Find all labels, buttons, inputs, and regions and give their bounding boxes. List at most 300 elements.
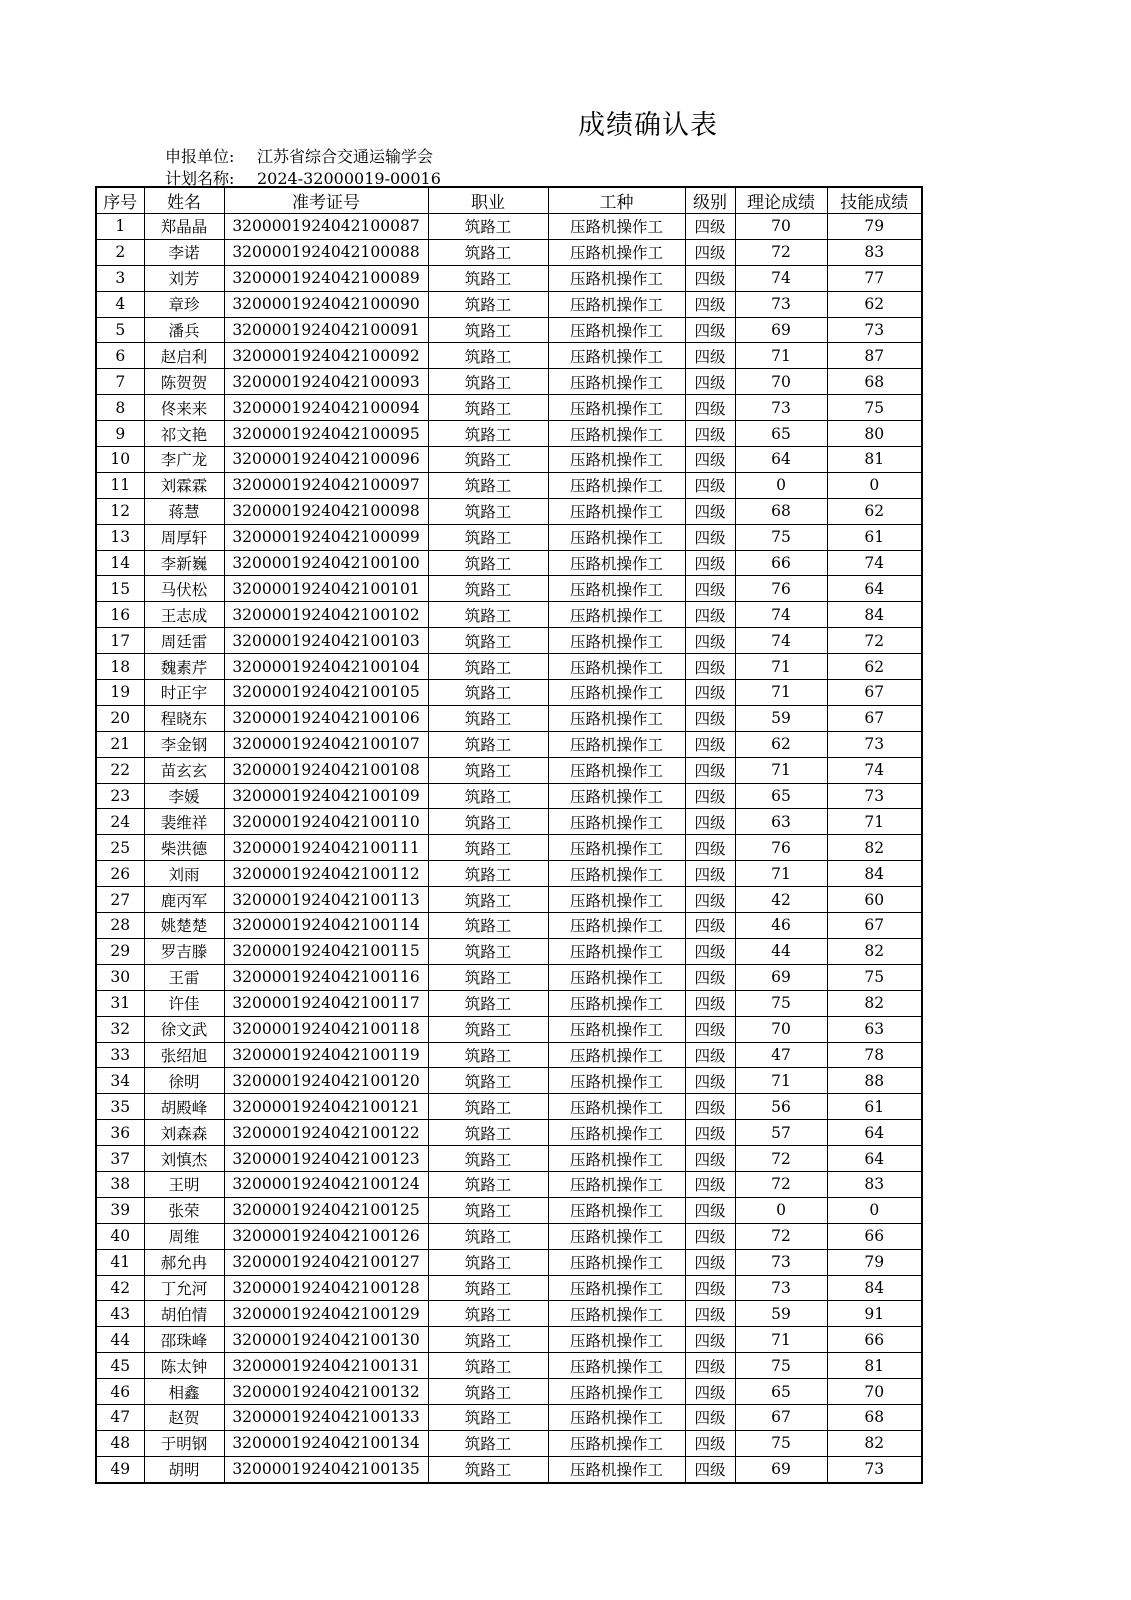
cell-level: 四级	[685, 938, 735, 964]
cell-skill-score: 87	[827, 343, 922, 369]
column-header-exam-id: 准考证号	[224, 187, 428, 214]
cell-skill-score: 64	[827, 576, 922, 602]
cell-theory-score: 70	[735, 214, 827, 240]
cell-exam-id: 3200001924042100115	[224, 938, 428, 964]
cell-exam-id: 3200001924042100124	[224, 1171, 428, 1197]
cell-theory-score: 67	[735, 1404, 827, 1430]
cell-work-type: 压路机操作工	[548, 576, 685, 602]
cell-skill-score: 82	[827, 938, 922, 964]
cell-name: 罗吉滕	[144, 938, 224, 964]
cell-level: 四级	[685, 317, 735, 343]
cell-skill-score: 73	[827, 1456, 922, 1482]
cell-name: 徐文武	[144, 1016, 224, 1042]
table-row	[96, 291, 922, 317]
cell-level: 四级	[685, 1327, 735, 1353]
cell-exam-id: 3200001924042100106	[224, 705, 428, 731]
cell-theory-score: 65	[735, 783, 827, 809]
cell-exam-id: 3200001924042100102	[224, 602, 428, 628]
cell-theory-score: 70	[735, 1016, 827, 1042]
column-header-level: 级别	[685, 187, 735, 214]
cell-name: 李新巍	[144, 550, 224, 576]
cell-theory-score: 75	[735, 524, 827, 550]
cell-skill-score: 61	[827, 1094, 922, 1120]
cell-theory-score: 66	[735, 550, 827, 576]
cell-index: 7	[96, 369, 144, 395]
cell-occupation: 筑路工	[428, 447, 548, 473]
cell-work-type: 压路机操作工	[548, 602, 685, 628]
cell-exam-id: 3200001924042100118	[224, 1016, 428, 1042]
cell-work-type: 压路机操作工	[548, 964, 685, 990]
cell-level: 四级	[685, 628, 735, 654]
cell-skill-score: 63	[827, 1016, 922, 1042]
cell-work-type: 压路机操作工	[548, 421, 685, 447]
cell-name: 刘芳	[144, 265, 224, 291]
cell-work-type: 压路机操作工	[548, 1456, 685, 1482]
cell-skill-score: 71	[827, 809, 922, 835]
cell-skill-score: 73	[827, 317, 922, 343]
table-row	[96, 524, 922, 550]
cell-index: 2	[96, 239, 144, 265]
table-row	[96, 1171, 922, 1197]
cell-level: 四级	[685, 1430, 735, 1456]
cell-theory-score: 62	[735, 731, 827, 757]
cell-level: 四级	[685, 1171, 735, 1197]
cell-index: 30	[96, 964, 144, 990]
cell-occupation: 筑路工	[428, 1146, 548, 1172]
cell-name: 相鑫	[144, 1379, 224, 1405]
cell-skill-score: 68	[827, 369, 922, 395]
cell-work-type: 压路机操作工	[548, 1327, 685, 1353]
cell-level: 四级	[685, 602, 735, 628]
cell-index: 28	[96, 913, 144, 939]
cell-skill-score: 73	[827, 731, 922, 757]
cell-level: 四级	[685, 835, 735, 861]
cell-name: 赵启利	[144, 343, 224, 369]
cell-index: 3	[96, 265, 144, 291]
table-row	[96, 1042, 922, 1068]
cell-level: 四级	[685, 783, 735, 809]
cell-level: 四级	[685, 524, 735, 550]
cell-theory-score: 68	[735, 498, 827, 524]
cell-work-type: 压路机操作工	[548, 395, 685, 421]
cell-index: 27	[96, 887, 144, 913]
cell-occupation: 筑路工	[428, 1327, 548, 1353]
cell-name: 张绍旭	[144, 1042, 224, 1068]
cell-exam-id: 3200001924042100104	[224, 654, 428, 680]
cell-name: 佟来来	[144, 395, 224, 421]
cell-skill-score: 88	[827, 1068, 922, 1094]
cell-exam-id: 3200001924042100131	[224, 1353, 428, 1379]
cell-level: 四级	[685, 1379, 735, 1405]
cell-name: 蒋慧	[144, 498, 224, 524]
table-row	[96, 1404, 922, 1430]
cell-exam-id: 3200001924042100096	[224, 447, 428, 473]
cell-name: 赵贺	[144, 1404, 224, 1430]
table-row	[96, 1301, 922, 1327]
cell-theory-score: 74	[735, 265, 827, 291]
cell-name: 陈太钟	[144, 1353, 224, 1379]
cell-level: 四级	[685, 1249, 735, 1275]
cell-name: 李广龙	[144, 447, 224, 473]
cell-occupation: 筑路工	[428, 1068, 548, 1094]
cell-occupation: 筑路工	[428, 990, 548, 1016]
cell-level: 四级	[685, 214, 735, 240]
score-table-body	[96, 214, 922, 1483]
cell-exam-id: 3200001924042100091	[224, 317, 428, 343]
table-row	[96, 447, 922, 473]
cell-theory-score: 75	[735, 1353, 827, 1379]
cell-work-type: 压路机操作工	[548, 524, 685, 550]
cell-exam-id: 3200001924042100121	[224, 1094, 428, 1120]
cell-theory-score: 59	[735, 1301, 827, 1327]
cell-theory-score: 65	[735, 421, 827, 447]
cell-name: 周厚轩	[144, 524, 224, 550]
cell-name: 苗玄玄	[144, 757, 224, 783]
cell-skill-score: 61	[827, 524, 922, 550]
table-header-row	[96, 187, 922, 214]
table-row	[96, 680, 922, 706]
cell-index: 43	[96, 1301, 144, 1327]
cell-theory-score: 63	[735, 809, 827, 835]
table-row	[96, 654, 922, 680]
cell-occupation: 筑路工	[428, 731, 548, 757]
cell-skill-score: 82	[827, 1430, 922, 1456]
cell-skill-score: 64	[827, 1120, 922, 1146]
cell-occupation: 筑路工	[428, 1430, 548, 1456]
table-row	[96, 1016, 922, 1042]
cell-level: 四级	[685, 239, 735, 265]
cell-level: 四级	[685, 680, 735, 706]
cell-theory-score: 44	[735, 938, 827, 964]
cell-occupation: 筑路工	[428, 861, 548, 887]
cell-work-type: 压路机操作工	[548, 887, 685, 913]
cell-name: 王志成	[144, 602, 224, 628]
cell-index: 22	[96, 757, 144, 783]
cell-skill-score: 91	[827, 1301, 922, 1327]
cell-skill-score: 62	[827, 654, 922, 680]
cell-level: 四级	[685, 369, 735, 395]
cell-skill-score: 60	[827, 887, 922, 913]
cell-name: 胡明	[144, 1456, 224, 1482]
cell-skill-score: 79	[827, 1249, 922, 1275]
cell-work-type: 压路机操作工	[548, 1379, 685, 1405]
cell-occupation: 筑路工	[428, 291, 548, 317]
cell-work-type: 压路机操作工	[548, 239, 685, 265]
cell-index: 31	[96, 990, 144, 1016]
cell-exam-id: 3200001924042100129	[224, 1301, 428, 1327]
table-row	[96, 343, 922, 369]
cell-work-type: 压路机操作工	[548, 343, 685, 369]
cell-work-type: 压路机操作工	[548, 1404, 685, 1430]
cell-name: 李诺	[144, 239, 224, 265]
cell-index: 8	[96, 395, 144, 421]
cell-index: 37	[96, 1146, 144, 1172]
cell-theory-score: 73	[735, 1249, 827, 1275]
cell-skill-score: 81	[827, 447, 922, 473]
table-row	[96, 1094, 922, 1120]
cell-theory-score: 56	[735, 1094, 827, 1120]
cell-exam-id: 3200001924042100122	[224, 1120, 428, 1146]
table-row	[96, 809, 922, 835]
reporting-unit-value: 江苏省综合交通运输学会	[257, 147, 434, 166]
cell-theory-score: 0	[735, 472, 827, 498]
cell-work-type: 压路机操作工	[548, 1042, 685, 1068]
cell-theory-score: 71	[735, 1068, 827, 1094]
cell-occupation: 筑路工	[428, 1094, 548, 1120]
cell-occupation: 筑路工	[428, 938, 548, 964]
cell-name: 郑晶晶	[144, 214, 224, 240]
table-row	[96, 887, 922, 913]
cell-theory-score: 69	[735, 964, 827, 990]
cell-index: 47	[96, 1404, 144, 1430]
cell-theory-score: 46	[735, 913, 827, 939]
cell-index: 48	[96, 1430, 144, 1456]
cell-occupation: 筑路工	[428, 628, 548, 654]
cell-occupation: 筑路工	[428, 472, 548, 498]
cell-exam-id: 3200001924042100119	[224, 1042, 428, 1068]
cell-name: 刘森森	[144, 1120, 224, 1146]
table-row	[96, 472, 922, 498]
cell-index: 49	[96, 1456, 144, 1482]
cell-skill-score: 77	[827, 265, 922, 291]
cell-work-type: 压路机操作工	[548, 861, 685, 887]
cell-occupation: 筑路工	[428, 602, 548, 628]
cell-work-type: 压路机操作工	[548, 913, 685, 939]
cell-theory-score: 71	[735, 757, 827, 783]
cell-exam-id: 3200001924042100112	[224, 861, 428, 887]
cell-occupation: 筑路工	[428, 913, 548, 939]
cell-index: 24	[96, 809, 144, 835]
cell-level: 四级	[685, 1353, 735, 1379]
table-row	[96, 214, 922, 240]
cell-theory-score: 65	[735, 1379, 827, 1405]
cell-work-type: 压路机操作工	[548, 369, 685, 395]
cell-index: 38	[96, 1171, 144, 1197]
cell-exam-id: 3200001924042100123	[224, 1146, 428, 1172]
cell-skill-score: 82	[827, 990, 922, 1016]
column-header-name: 姓名	[144, 187, 224, 214]
cell-theory-score: 70	[735, 369, 827, 395]
cell-index: 45	[96, 1353, 144, 1379]
table-row	[96, 990, 922, 1016]
table-row	[96, 550, 922, 576]
table-row	[96, 576, 922, 602]
cell-skill-score: 70	[827, 1379, 922, 1405]
cell-level: 四级	[685, 1301, 735, 1327]
table-row	[96, 421, 922, 447]
cell-name: 陈贺贺	[144, 369, 224, 395]
table-row	[96, 861, 922, 887]
cell-index: 19	[96, 680, 144, 706]
cell-occupation: 筑路工	[428, 317, 548, 343]
cell-skill-score: 62	[827, 498, 922, 524]
table-row	[96, 938, 922, 964]
cell-level: 四级	[685, 913, 735, 939]
cell-work-type: 压路机操作工	[548, 938, 685, 964]
cell-index: 14	[96, 550, 144, 576]
table-row	[96, 1120, 922, 1146]
cell-skill-score: 78	[827, 1042, 922, 1068]
cell-work-type: 压路机操作工	[548, 1197, 685, 1223]
cell-theory-score: 73	[735, 291, 827, 317]
cell-occupation: 筑路工	[428, 1404, 548, 1430]
cell-work-type: 压路机操作工	[548, 731, 685, 757]
cell-skill-score: 83	[827, 239, 922, 265]
cell-name: 姚楚楚	[144, 913, 224, 939]
cell-occupation: 筑路工	[428, 809, 548, 835]
cell-theory-score: 59	[735, 705, 827, 731]
cell-work-type: 压路机操作工	[548, 1146, 685, 1172]
column-header-work-type: 工种	[548, 187, 685, 214]
cell-index: 6	[96, 343, 144, 369]
cell-exam-id: 3200001924042100111	[224, 835, 428, 861]
cell-name: 程晓东	[144, 705, 224, 731]
cell-name: 胡伯情	[144, 1301, 224, 1327]
cell-skill-score: 80	[827, 421, 922, 447]
table-row	[96, 731, 922, 757]
cell-skill-score: 72	[827, 628, 922, 654]
cell-level: 四级	[685, 1275, 735, 1301]
cell-skill-score: 84	[827, 1275, 922, 1301]
plan-name-value: 2024-32000019-00016	[257, 169, 441, 188]
cell-skill-score: 66	[827, 1223, 922, 1249]
cell-index: 16	[96, 602, 144, 628]
cell-name: 丁允河	[144, 1275, 224, 1301]
cell-index: 11	[96, 472, 144, 498]
table-row	[96, 1223, 922, 1249]
cell-occupation: 筑路工	[428, 1353, 548, 1379]
cell-level: 四级	[685, 887, 735, 913]
cell-exam-id: 3200001924042100110	[224, 809, 428, 835]
cell-occupation: 筑路工	[428, 887, 548, 913]
table-row	[96, 964, 922, 990]
cell-occupation: 筑路工	[428, 1042, 548, 1068]
cell-index: 33	[96, 1042, 144, 1068]
cell-occupation: 筑路工	[428, 783, 548, 809]
cell-theory-score: 75	[735, 990, 827, 1016]
cell-exam-id: 3200001924042100134	[224, 1430, 428, 1456]
cell-theory-score: 47	[735, 1042, 827, 1068]
cell-occupation: 筑路工	[428, 369, 548, 395]
cell-skill-score: 81	[827, 1353, 922, 1379]
cell-level: 四级	[685, 447, 735, 473]
cell-exam-id: 3200001924042100101	[224, 576, 428, 602]
cell-name: 章珍	[144, 291, 224, 317]
table-row	[96, 1353, 922, 1379]
cell-exam-id: 3200001924042100116	[224, 964, 428, 990]
column-header-theory-score: 理论成绩	[735, 187, 827, 214]
score-table	[95, 186, 923, 1484]
cell-work-type: 压路机操作工	[548, 1094, 685, 1120]
cell-theory-score: 69	[735, 317, 827, 343]
table-row	[96, 317, 922, 343]
cell-exam-id: 3200001924042100105	[224, 680, 428, 706]
cell-exam-id: 3200001924042100135	[224, 1456, 428, 1482]
cell-name: 王明	[144, 1171, 224, 1197]
cell-occupation: 筑路工	[428, 1197, 548, 1223]
cell-exam-id: 3200001924042100127	[224, 1249, 428, 1275]
cell-index: 12	[96, 498, 144, 524]
cell-name: 时正宇	[144, 680, 224, 706]
cell-theory-score: 76	[735, 576, 827, 602]
table-row	[96, 628, 922, 654]
cell-index: 4	[96, 291, 144, 317]
cell-level: 四级	[685, 1146, 735, 1172]
table-row	[96, 757, 922, 783]
cell-exam-id: 3200001924042100133	[224, 1404, 428, 1430]
cell-level: 四级	[685, 265, 735, 291]
cell-work-type: 压路机操作工	[548, 990, 685, 1016]
column-header-occupation: 职业	[428, 187, 548, 214]
cell-level: 四级	[685, 1042, 735, 1068]
plan-name-label: 计划名称:	[165, 169, 235, 188]
cell-occupation: 筑路工	[428, 550, 548, 576]
cell-occupation: 筑路工	[428, 1249, 548, 1275]
cell-theory-score: 42	[735, 887, 827, 913]
cell-occupation: 筑路工	[428, 964, 548, 990]
cell-exam-id: 3200001924042100087	[224, 214, 428, 240]
cell-level: 四级	[685, 964, 735, 990]
cell-occupation: 筑路工	[428, 265, 548, 291]
cell-theory-score: 71	[735, 343, 827, 369]
cell-level: 四级	[685, 343, 735, 369]
cell-theory-score: 69	[735, 1456, 827, 1482]
cell-index: 32	[96, 1016, 144, 1042]
cell-index: 13	[96, 524, 144, 550]
cell-name: 刘雨	[144, 861, 224, 887]
cell-index: 23	[96, 783, 144, 809]
cell-theory-score: 71	[735, 1327, 827, 1353]
cell-exam-id: 3200001924042100100	[224, 550, 428, 576]
cell-work-type: 压路机操作工	[548, 472, 685, 498]
cell-work-type: 压路机操作工	[548, 1016, 685, 1042]
cell-work-type: 压路机操作工	[548, 317, 685, 343]
cell-index: 25	[96, 835, 144, 861]
cell-theory-score: 76	[735, 835, 827, 861]
table-row	[96, 1430, 922, 1456]
table-row	[96, 1068, 922, 1094]
table-row	[96, 1275, 922, 1301]
cell-skill-score: 67	[827, 680, 922, 706]
cell-skill-score: 74	[827, 757, 922, 783]
cell-index: 34	[96, 1068, 144, 1094]
cell-work-type: 压路机操作工	[548, 498, 685, 524]
cell-exam-id: 3200001924042100114	[224, 913, 428, 939]
cell-skill-score: 79	[827, 214, 922, 240]
table-row	[96, 913, 922, 939]
cell-index: 26	[96, 861, 144, 887]
cell-exam-id: 3200001924042100130	[224, 1327, 428, 1353]
cell-skill-score: 64	[827, 1146, 922, 1172]
cell-work-type: 压路机操作工	[548, 809, 685, 835]
cell-name: 郝允冉	[144, 1249, 224, 1275]
cell-level: 四级	[685, 421, 735, 447]
cell-index: 10	[96, 447, 144, 473]
cell-level: 四级	[685, 291, 735, 317]
cell-skill-score: 74	[827, 550, 922, 576]
cell-name: 王雷	[144, 964, 224, 990]
cell-work-type: 压路机操作工	[548, 1430, 685, 1456]
cell-exam-id: 3200001924042100098	[224, 498, 428, 524]
cell-work-type: 压路机操作工	[548, 757, 685, 783]
cell-work-type: 压路机操作工	[548, 1353, 685, 1379]
cell-level: 四级	[685, 395, 735, 421]
cell-occupation: 筑路工	[428, 343, 548, 369]
cell-occupation: 筑路工	[428, 1016, 548, 1042]
cell-skill-score: 75	[827, 964, 922, 990]
cell-level: 四级	[685, 705, 735, 731]
cell-occupation: 筑路工	[428, 1223, 548, 1249]
